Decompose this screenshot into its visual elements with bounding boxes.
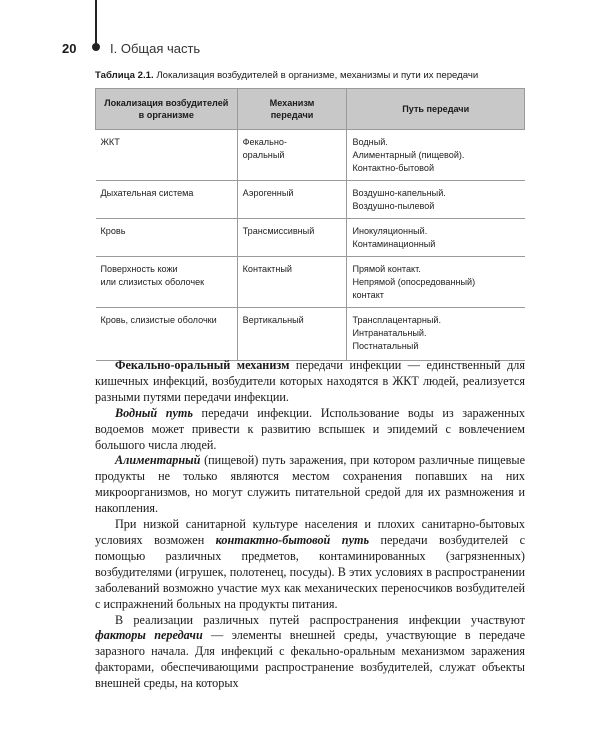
cell-mechanism: Вертикальный bbox=[237, 308, 347, 361]
cell-mechanism: Аэрогенный bbox=[237, 181, 347, 219]
cell-route: Воздушно-капельный. Воздушно-пылевой bbox=[347, 181, 525, 219]
header-route: Путь передачи bbox=[347, 89, 525, 130]
paragraph-fecal-oral: Фекально-оральный механизм передачи инфекции — единственный для кишечных инфекций, возбудители которых находятся в ЖКТ людей, реализуется разными путями передачи инфекции. bbox=[95, 358, 525, 404]
term-transmission-factors: факторы передачи bbox=[95, 628, 203, 643]
header-location: Локализация возбудителей в организме bbox=[96, 89, 238, 130]
paragraph-alimentary: Алиментарный (пищевой) путь заражения, при котором различные пищевые продукты не только являются местом сохранения попавших на них микроорганизмов, но могут служить питательной средой для их размножения и накопления. bbox=[95, 453, 525, 516]
margin-rule-dot bbox=[92, 43, 100, 51]
table-caption-text: Локализация возбудителей в организме, механизмы и пути их передачи bbox=[156, 70, 479, 81]
transmission-table bbox=[95, 88, 525, 361]
table-row bbox=[96, 308, 525, 361]
cell-route: Прямой контакт. Непрямой (опосредованный) контакт bbox=[347, 257, 525, 308]
cell-location: ЖКТ bbox=[96, 130, 238, 181]
term-alimentary: Алиментарный bbox=[115, 453, 201, 468]
cell-location: Кровь bbox=[96, 219, 238, 257]
cell-route: Водный. Алиментарный (пищевой). Контактно-бытовой bbox=[347, 130, 525, 181]
cell-location: Поверхность кожи или слизистых оболочек bbox=[96, 257, 238, 308]
table-row bbox=[96, 130, 525, 181]
table-caption-label: Таблица 2.1. bbox=[95, 70, 154, 81]
table-row bbox=[96, 219, 525, 257]
cell-route: Трансплацентарный. Интранатальный. Постнатальный bbox=[347, 308, 525, 361]
table-row bbox=[96, 181, 525, 219]
cell-mechanism: Фекально- оральный bbox=[237, 130, 347, 181]
cell-route: Инокуляционный. Контаминационный bbox=[347, 219, 525, 257]
paragraph-contact-household: При низкой санитарной культуре населения и плохих санитарно-бытовых условиях возможен контактно-бытовой путь передачи возбудителей с помощью различных предметов, контаминированных (загрязненных) возбудителями (игрушек, полотенец, посуды). В этих условиях в распространении заболеваний возможно участие мух как механических переносчиков возбудителей с испражнений больных на продукты питания. bbox=[95, 517, 525, 611]
cell-mechanism: Контактный bbox=[237, 257, 347, 308]
table-header-row bbox=[96, 89, 525, 130]
body-text bbox=[95, 358, 525, 692]
section-title: I. Общая часть bbox=[110, 41, 201, 56]
table-row bbox=[96, 257, 525, 308]
cell-location: Кровь, слизистые оболочки bbox=[96, 308, 238, 361]
paragraph-water-route: Водный путь передачи инфекции. Использование воды из зараженных водоемов может привести к развитию вспышек и эпидемий с вовлечением большого числа людей. bbox=[95, 405, 525, 452]
margin-rule bbox=[95, 0, 97, 46]
term-contact-household: контактно-бытовой путь bbox=[215, 532, 370, 547]
term-water-route: Водный путь bbox=[115, 405, 193, 420]
cell-location: Дыхательная система bbox=[96, 181, 238, 219]
header-mechanism: Механизм передачи bbox=[237, 89, 347, 130]
page-number: 20 bbox=[62, 41, 77, 56]
table-caption bbox=[95, 70, 535, 81]
paragraph-transmission-factors: В реализации различных путей распространения инфекции участвуют факторы передачи — элементы внешней среды, участвующие в передаче заразного начала. Для инфекций с фекально-оральным механизмом заражения факторами, обеспечивающими распространение возбудителей, служат объекты внешней среды, на которых bbox=[95, 612, 525, 691]
term-fecal-oral: Фекально-оральный механизм bbox=[115, 358, 290, 372]
cell-mechanism: Трансмиссивный bbox=[237, 219, 347, 257]
